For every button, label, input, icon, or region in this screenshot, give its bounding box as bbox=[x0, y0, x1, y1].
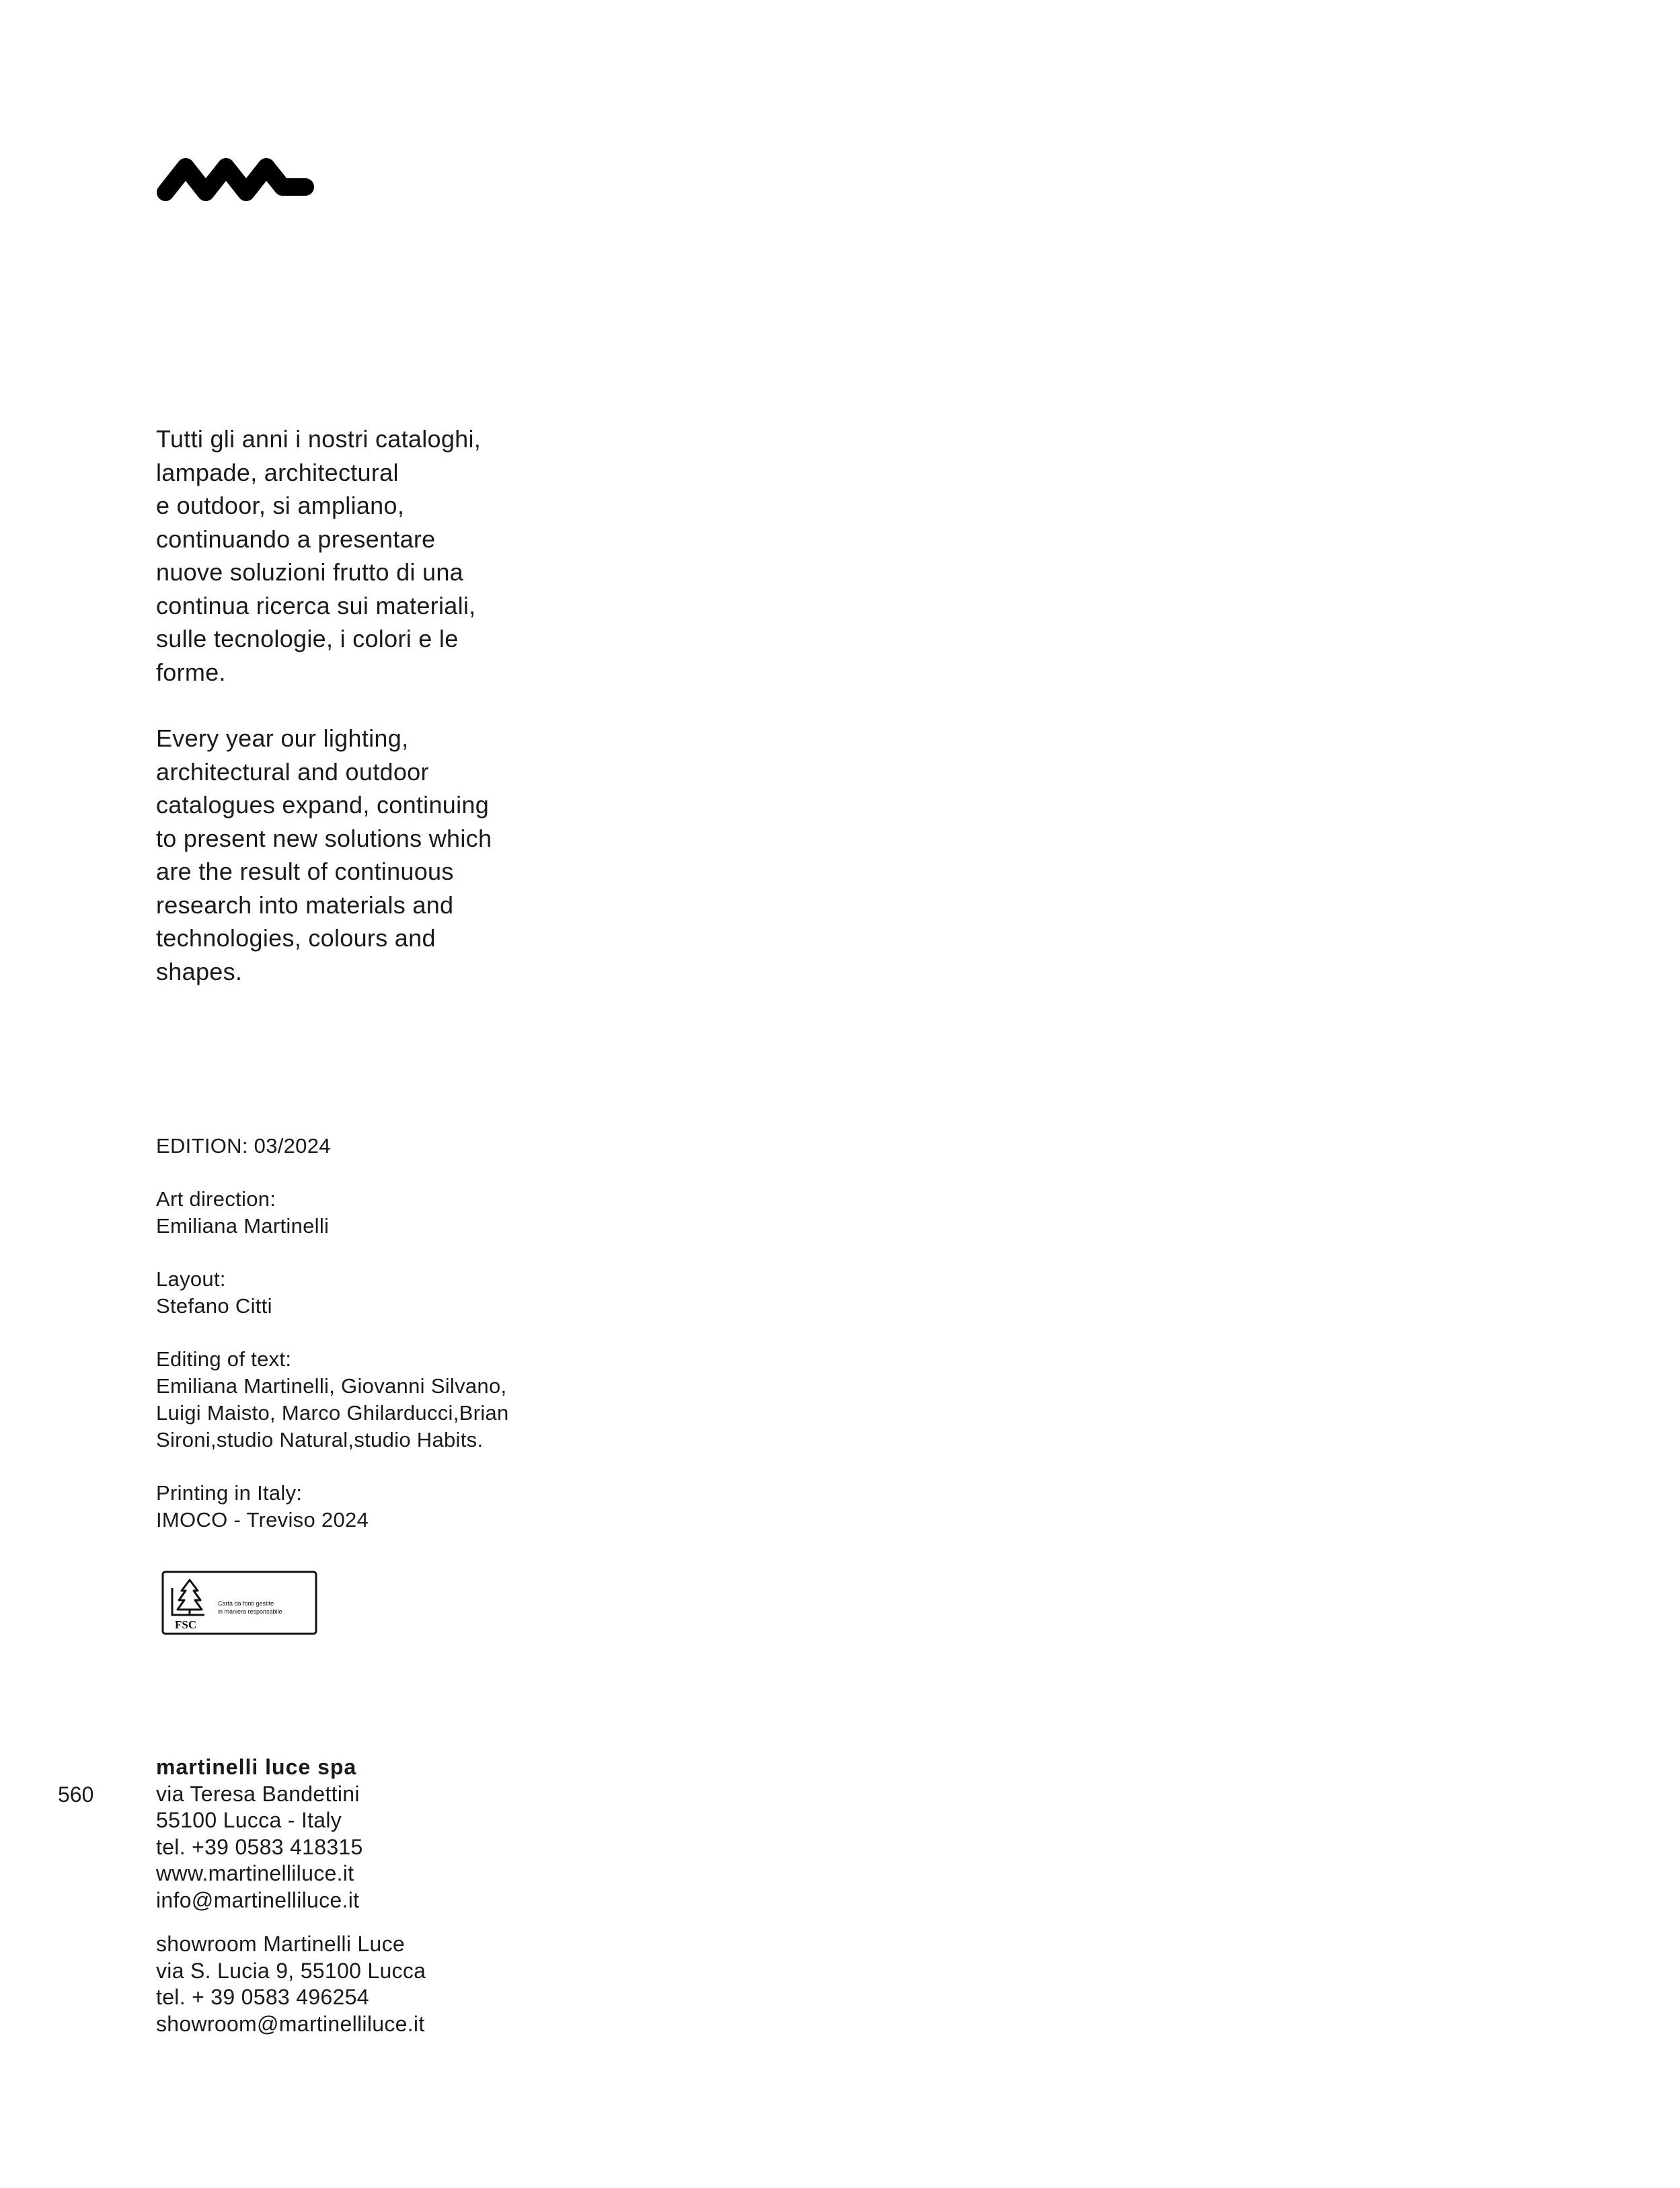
intro-english-line: Every year our lighting, bbox=[156, 724, 409, 752]
tree-icon bbox=[172, 1580, 204, 1615]
phone-line: tel. +39 0583 418315 bbox=[156, 1834, 363, 1859]
credits bbox=[156, 1133, 667, 1534]
company-name: martinelli luce spa bbox=[156, 1755, 357, 1779]
intro-italian-line: lampade, architectural bbox=[156, 458, 399, 486]
website-link[interactable]: www.martinelliluce.it bbox=[156, 1861, 354, 1885]
fsc-caption: in maniera responsabile bbox=[218, 1608, 282, 1615]
credit-value: Emiliana Martinelli, Giovanni Silvano, bbox=[156, 1374, 507, 1398]
showroom-email-link[interactable]: showroom@martinelliluce.it bbox=[156, 2011, 425, 2036]
email-link[interactable]: info@martinelliluce.it bbox=[156, 1887, 360, 1912]
intro-italian-line: continua ricerca sui materiali, bbox=[156, 591, 476, 619]
intro-text bbox=[156, 422, 627, 988]
edition bbox=[156, 1133, 667, 1160]
intro-english-line: technologies, colours and bbox=[156, 924, 436, 952]
intro-italian bbox=[156, 422, 627, 689]
intro-italian-line: nuove soluzioni frutto di una bbox=[156, 558, 463, 586]
intro-english bbox=[156, 722, 627, 988]
intro-italian-line: Tutti gli anni i nostri cataloghi, bbox=[156, 425, 482, 453]
credit-label: Art direction: bbox=[156, 1187, 276, 1211]
intro-english-line: are the result of continuous bbox=[156, 858, 454, 885]
layout-credit bbox=[156, 1266, 667, 1320]
fsc-certification-logo bbox=[161, 1571, 317, 1635]
editing-credit bbox=[156, 1346, 667, 1454]
fsc-label: FSC bbox=[175, 1618, 197, 1631]
intro-italian-line: forme. bbox=[156, 658, 226, 686]
printing-credit bbox=[156, 1480, 667, 1534]
company-contact bbox=[156, 1754, 667, 2037]
showroom-contact bbox=[156, 1931, 667, 2037]
intro-italian-line: sulle tecnologie, i colori e le bbox=[156, 625, 459, 652]
address-line: 55100 Lucca - Italy bbox=[156, 1808, 342, 1832]
credit-label: Layout: bbox=[156, 1267, 226, 1291]
intro-italian-line: continuando a presentare bbox=[156, 525, 436, 553]
art-direction-credit bbox=[156, 1186, 667, 1240]
credit-label: Editing of text: bbox=[156, 1347, 292, 1371]
intro-english-line: architectural and outdoor bbox=[156, 757, 429, 786]
credit-value: Sironi,studio Natural,studio Habits. bbox=[156, 1428, 484, 1451]
address-line: via Teresa Bandettini bbox=[156, 1781, 360, 1806]
page-number: 560 bbox=[58, 1782, 94, 1807]
showroom-line: via S. Lucia 9, 55100 Lucca bbox=[156, 1958, 426, 1983]
credit-value: Luigi Maisto, Marco Ghilarducci,Brian bbox=[156, 1401, 509, 1425]
intro-italian-line: e outdoor, si ampliano, bbox=[156, 492, 405, 519]
intro-english-line: shapes. bbox=[156, 957, 243, 985]
intro-english-line: to present new solutions which bbox=[156, 824, 492, 852]
showroom-line: showroom Martinelli Luce bbox=[156, 1932, 406, 1956]
credit-label: Printing in Italy: bbox=[156, 1481, 303, 1505]
edition-text: EDITION: 03/2024 bbox=[156, 1134, 331, 1158]
fsc-caption: Carta da fonti gestite bbox=[218, 1600, 274, 1607]
showroom-line: tel. + 39 0583 496254 bbox=[156, 1985, 369, 2009]
credit-value: Emiliana Martinelli bbox=[156, 1214, 330, 1238]
credit-value: Stefano Citti bbox=[156, 1294, 272, 1318]
martinelli-logo bbox=[156, 155, 315, 202]
intro-english-line: catalogues expand, continuing bbox=[156, 791, 490, 819]
intro-english-line: research into materials and bbox=[156, 891, 454, 919]
credit-value: IMOCO - Treviso 2024 bbox=[156, 1508, 369, 1532]
